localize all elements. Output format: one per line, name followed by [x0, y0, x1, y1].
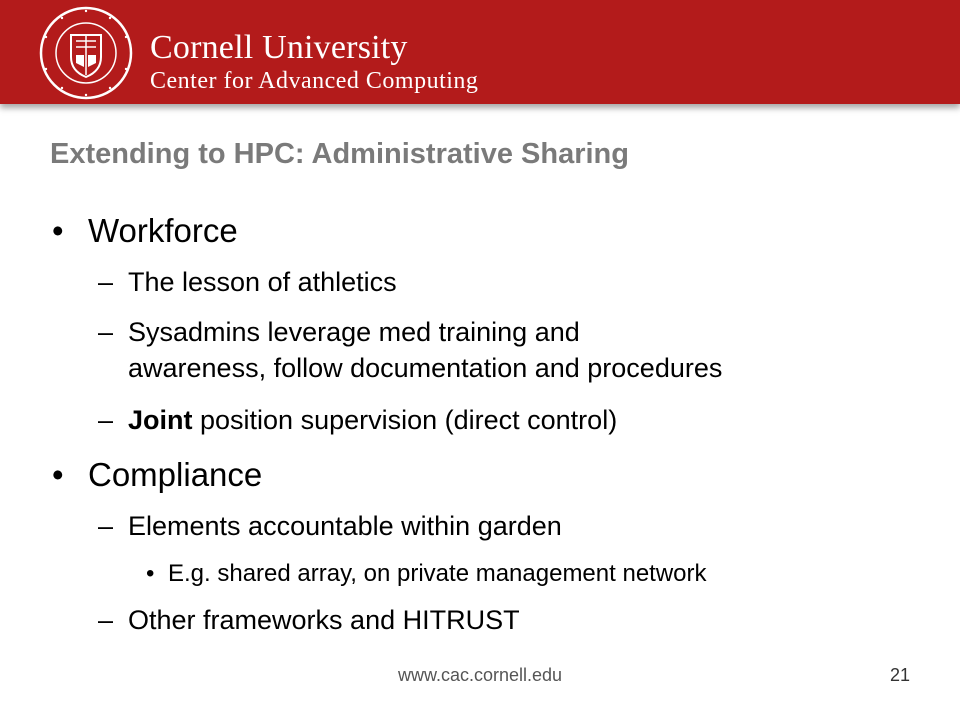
slide-title: Extending to HPC: Administrative Sharing — [50, 138, 629, 170]
bullet-glyph: • — [52, 456, 64, 493]
subsubitem-shared-array: • E.g. shared array, on private management network — [146, 560, 707, 587]
subitem-elements-accountable: – Elements accountable within garden — [98, 508, 562, 544]
subitem-lesson-athletics: – The lesson of athletics — [98, 264, 397, 300]
bullet-glyph: • — [52, 212, 64, 249]
subitem-other-frameworks: – Other frameworks and HITRUST — [98, 602, 520, 638]
footer-url: www.cac.cornell.edu — [397, 665, 563, 685]
subitem-joint-supervision: – Joint position supervision (direct control) — [98, 402, 617, 438]
bullet-workforce — [52, 212, 238, 250]
subsubitem-text: E.g. shared array, on private management network — [168, 560, 707, 587]
subitem-text: Elements accountable within garden — [128, 511, 562, 541]
subitem-text: Joint position supervision (direct control) — [128, 405, 618, 435]
subitem-text: Other frameworks and HITRUST — [128, 605, 520, 635]
subitem-text-line2: awareness, follow documentation and procedures — [128, 353, 723, 383]
subitem-text: The lesson of athletics — [128, 267, 397, 297]
university-name: Cornell University — [150, 29, 408, 66]
bullet-text: Workforce — [88, 212, 238, 249]
subitem-text-line1: Sysadmins leverage med training and — [128, 317, 580, 347]
emphasis-joint: Joint — [128, 405, 193, 435]
bullet-compliance — [52, 456, 262, 494]
center-name: Center for Advanced Computing — [150, 68, 479, 94]
bullet-text: Compliance — [88, 456, 263, 493]
page-number: 21 — [889, 665, 910, 685]
subitem-sysadmins: – Sysadmins leverage med training and awareness, follow documentation and procedures — [98, 314, 722, 386]
